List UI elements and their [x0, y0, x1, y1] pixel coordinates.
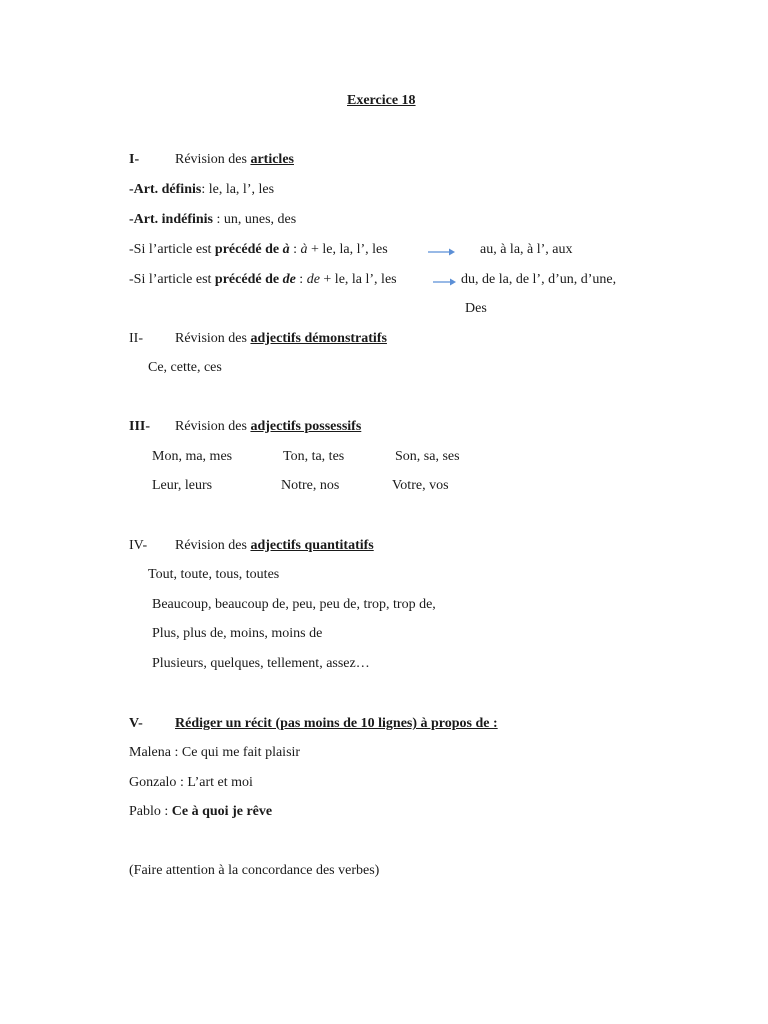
rule-de-bold: précédé de [214, 272, 283, 287]
assignment-gonzalo [129, 775, 253, 791]
section-1-label: Révision des [175, 152, 251, 167]
quantitatives-line: Beaucoup, beaucoup de, peu, peu de, trop, trop de, [152, 597, 436, 612]
preceded-by-a-rule [129, 242, 388, 258]
topic-text: : Ce qui me fait plaisir [170, 745, 301, 760]
topic-text: Ce à quoi je rêve [171, 804, 273, 819]
defined-articles-line [129, 182, 274, 198]
indefinite-articles-line [129, 212, 296, 228]
preceded-by-de-rule [129, 272, 397, 288]
section-1-number: I- [129, 152, 140, 167]
rule-de-prefix: -Si l’article est [129, 272, 215, 287]
student-name: Malena [129, 745, 171, 760]
possessive-cell: Leur, leurs [152, 478, 213, 493]
rule-a-prefix: -Si l’article est [129, 242, 215, 257]
right-arrow-icon [428, 247, 456, 257]
rule-de-colon: : [295, 272, 307, 287]
possessive-cell: Mon, ma, mes [152, 449, 233, 464]
student-name: Gonzalo [129, 775, 177, 790]
indefinite-articles-label: -Art. indéfinis [129, 212, 213, 227]
rule-a-colon: : [289, 242, 301, 257]
rule-de-rest: + le, la l’, les [319, 272, 397, 287]
rule-a-bold-italic: à [282, 242, 290, 257]
rule-a-result: au, à la, à l’, aux [480, 242, 573, 257]
defined-articles-label: -Art. définis [129, 182, 202, 197]
section-5-number: V- [129, 716, 143, 731]
section-4-number: IV- [129, 538, 148, 553]
assignment-pablo [129, 804, 272, 820]
quantitatives-line: Plusieurs, quelques, tellement, assez… [152, 656, 370, 671]
possessive-cell: Notre, nos [281, 478, 340, 493]
section-1-heading [175, 152, 294, 168]
assignment-malena [129, 745, 300, 761]
rule-a-bold: précédé de [214, 242, 283, 257]
indefinite-articles-list: : un, unes, des [213, 212, 297, 227]
possessive-cell: Son, sa, ses [395, 449, 460, 464]
topic-separator: : [160, 804, 172, 819]
section-3-number: III- [129, 419, 151, 434]
section-3-label-bold: adjectifs possessifs [250, 419, 362, 434]
section-4-label-bold: adjectifs quantitatifs [250, 538, 374, 553]
footer-note: (Faire attention à la concordance des verbes) [129, 863, 380, 878]
section-3-heading [175, 419, 361, 435]
section-2-label: Révision des [175, 331, 251, 346]
rule-de-result: du, de la, de l’, d’un, d’une, [461, 272, 617, 287]
section-2-heading [175, 331, 387, 347]
quantitatives-line: Plus, plus de, moins, moins de [152, 626, 323, 641]
section-4-label: Révision des [175, 538, 251, 553]
section-1-label-bold: articles [250, 152, 294, 167]
rule-a-italic: à [300, 242, 308, 257]
section-3-label: Révision des [175, 419, 251, 434]
rule-de-result-continued: Des [465, 301, 487, 316]
rule-de-bold-italic: de [282, 272, 296, 287]
demonstratives-line: Ce, cette, ces [148, 360, 222, 375]
student-name: Pablo [129, 804, 161, 819]
rule-de-italic: de [306, 272, 320, 287]
section-4-heading [175, 538, 374, 554]
defined-articles-list: : le, la, l’, les [201, 182, 275, 197]
section-2-label-bold: adjectifs démonstratifs [250, 331, 387, 346]
topic-text: : L’art et moi [176, 775, 253, 790]
right-arrow-icon [433, 277, 457, 287]
rule-a-rest: + le, la, l’, les [307, 242, 388, 257]
possessive-cell: Ton, ta, tes [283, 449, 345, 464]
possessive-cell: Votre, vos [392, 478, 449, 493]
exercise-title: Exercice 18 [347, 93, 416, 108]
section-2-number: II- [129, 331, 143, 346]
quantitatives-line: Tout, toute, tous, toutes [148, 567, 280, 582]
section-5-heading: Rédiger un récit (pas moins de 10 lignes) à propos de : [175, 716, 498, 731]
